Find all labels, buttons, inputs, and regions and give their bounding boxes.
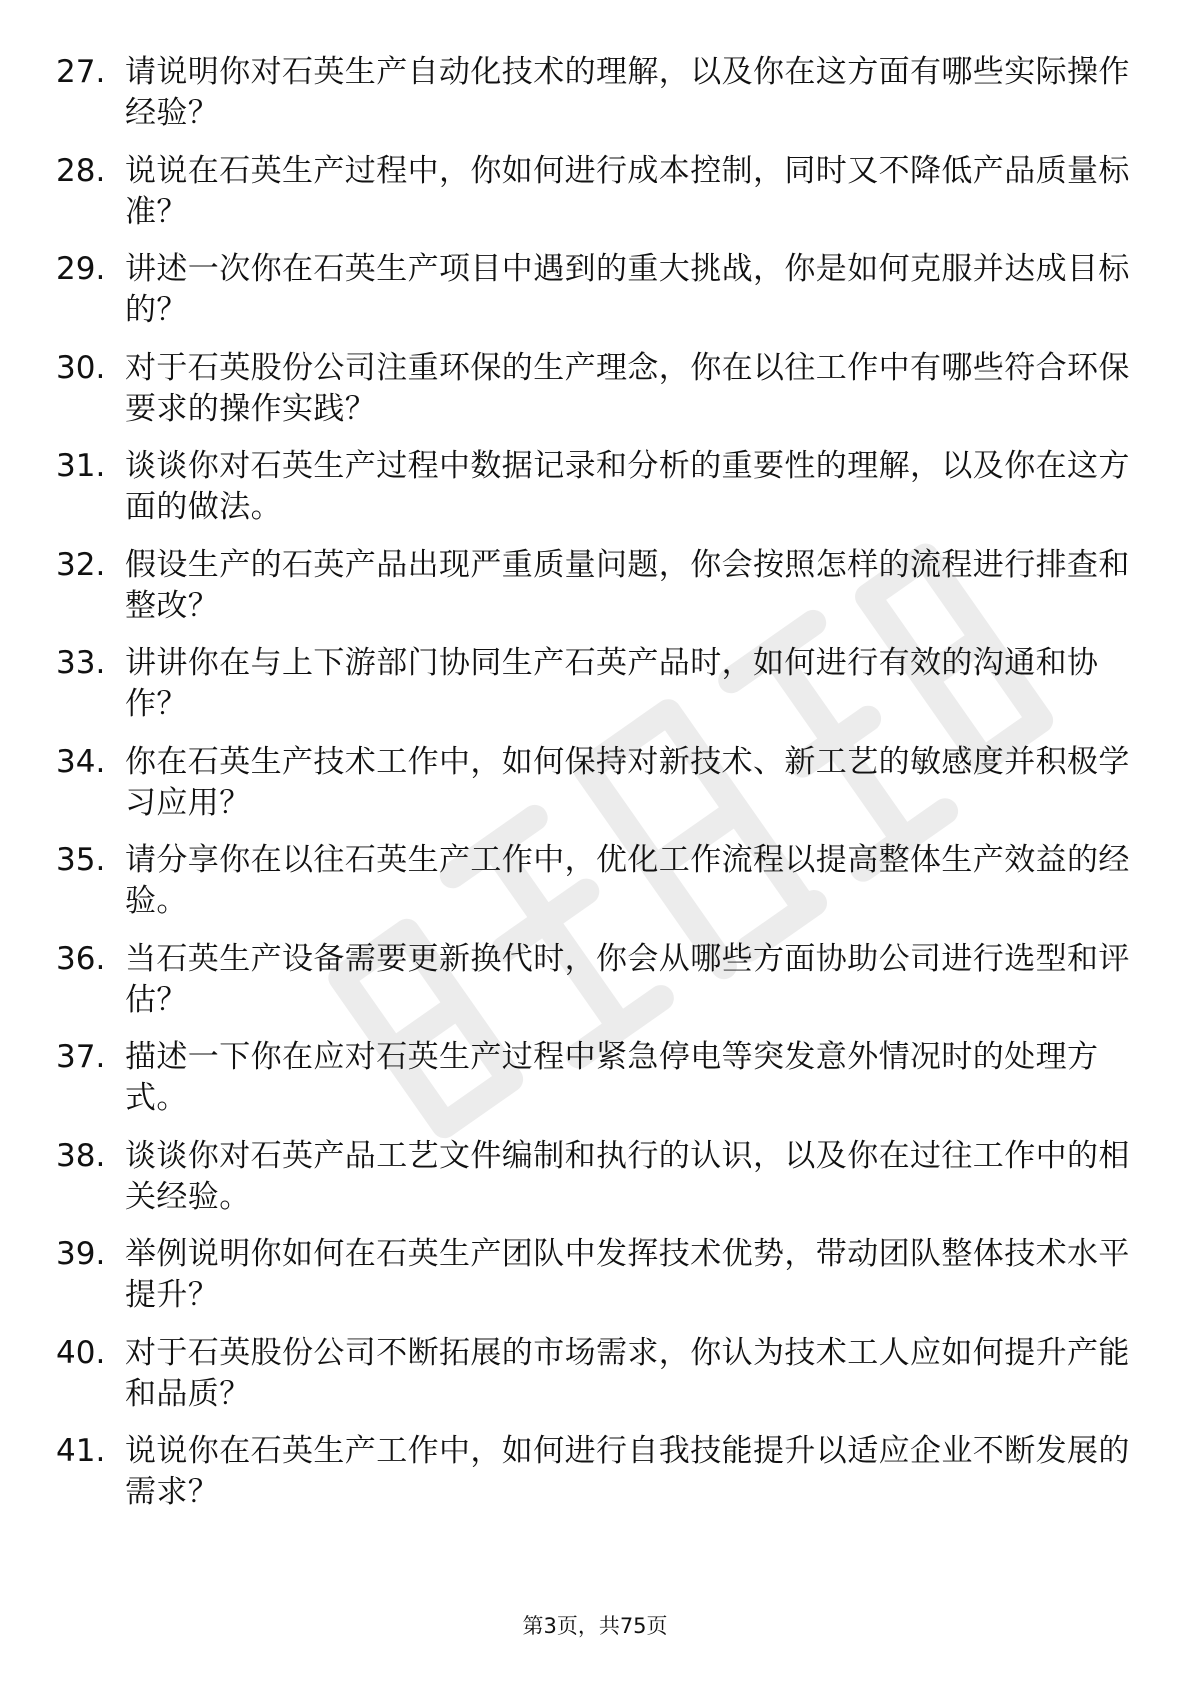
page-number-footer: 第3页，共75页 xyxy=(522,1614,668,1638)
question-number: 41. xyxy=(56,1433,106,1469)
question-text: 说说你在石英生产工作中，如何进行自我技能提升以适应企业不断发展的需求？ xyxy=(125,1433,1130,1510)
question-text: 请分享你在以往石英生产工作中，优化工作流程以提高整体生产效益的经验。 xyxy=(125,842,1130,919)
question-item xyxy=(56,1136,1136,1218)
question-text: 说说在石英生产过程中，你如何进行成本控制，同时又不降低产品质量标准？ xyxy=(125,152,1130,230)
question-item xyxy=(56,1037,1136,1119)
question-text: 谈谈你对石英产品工艺文件编制和执行的认识，以及你在过往工作中的相关经验。 xyxy=(125,1137,1130,1215)
question-text: 对于石英股份公司不断拓展的市场需求，你认为技术工人应如何提升产能和品质？ xyxy=(125,1334,1130,1412)
question-text: 当石英生产设备需要更新换代时，你会从哪些方面协助公司进行选型和评估？ xyxy=(125,940,1130,1018)
question-item xyxy=(56,545,1136,627)
question-text: 你在石英生产技术工作中，如何保持对新技术、新工艺的敏感度并积极学习应用？ xyxy=(125,743,1130,821)
question-item xyxy=(56,446,1136,528)
question-item xyxy=(56,52,1136,134)
question-number: 27. xyxy=(56,54,106,90)
question-text: 举例说明你如何在石英生产团队中发挥技术优势，带动团队整体技术水平提升？ xyxy=(125,1236,1130,1313)
question-number: 33. xyxy=(56,645,106,681)
question-item xyxy=(56,939,1136,1021)
question-number: 29. xyxy=(56,251,106,287)
question-number: 39. xyxy=(56,1236,106,1272)
question-number: 40. xyxy=(56,1334,106,1371)
question-text: 谈谈你对石英生产过程中数据记录和分析的重要性的理解，以及你在这方面的做法。 xyxy=(125,448,1130,525)
question-number: 31. xyxy=(56,448,106,484)
question-item xyxy=(56,643,1136,725)
question-number: 28. xyxy=(56,152,106,189)
question-item xyxy=(56,249,1136,331)
question-item xyxy=(56,1234,1136,1316)
question-number: 35. xyxy=(56,842,106,878)
question-text: 假设生产的石英产品出现严重质量问题，你会按照怎样的流程进行排查和整改？ xyxy=(125,546,1130,624)
question-number: 36. xyxy=(56,940,106,977)
question-item xyxy=(56,1333,1136,1415)
question-number: 38. xyxy=(56,1137,106,1174)
question-text: 讲述一次你在石英生产项目中遇到的重大挑战，你是如何克服并达成目标的？ xyxy=(125,251,1130,328)
question-number: 37. xyxy=(56,1039,106,1075)
question-text: 描述一下你在应对石英生产过程中紧急停电等突发意外情况时的处理方式。 xyxy=(125,1039,1099,1116)
question-item xyxy=(56,1431,1136,1513)
question-number: 32. xyxy=(56,546,106,583)
question-number: 34. xyxy=(56,743,106,780)
question-item xyxy=(56,348,1136,430)
question-list xyxy=(56,52,1136,1530)
question-item xyxy=(56,742,1136,824)
question-number: 30. xyxy=(56,349,106,386)
question-text: 请说明你对石英生产自动化技术的理解，以及你在这方面有哪些实际操作经验？ xyxy=(125,54,1130,131)
question-item xyxy=(56,840,1136,922)
question-text: 对于石英股份公司注重环保的生产理念，你在以往工作中有哪些符合环保要求的操作实践？ xyxy=(125,349,1130,427)
question-item xyxy=(56,151,1136,233)
question-text: 讲讲你在与上下游部门协同生产石英产品时，如何进行有效的沟通和协作？ xyxy=(125,645,1099,722)
